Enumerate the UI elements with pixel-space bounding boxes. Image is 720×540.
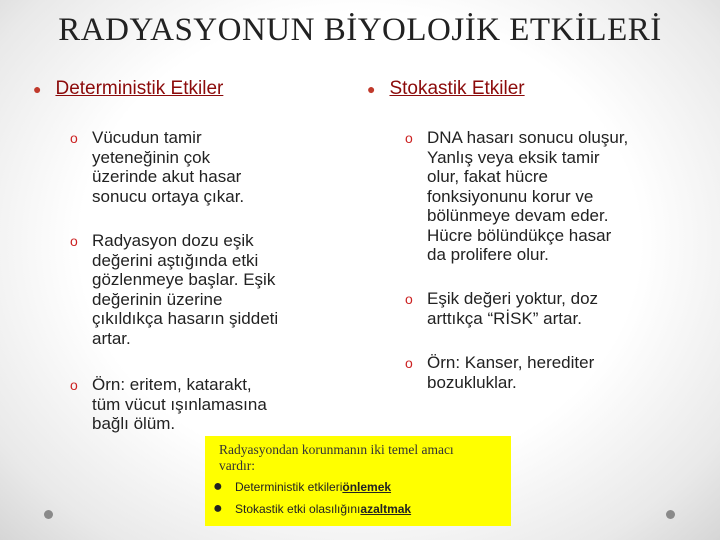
protection-note-box (205, 436, 511, 526)
deterministic-heading (33, 78, 343, 100)
stochastic-item-text: Eşik değeri yoktur, doz arttıkça “RİSK” artar. (427, 289, 599, 328)
bullet-icon: ● (33, 81, 42, 97)
deterministic-item-1 (70, 128, 244, 206)
deterministic-item-text: Radyasyon dozu eşik değerini aştığında etki gözlenmeye başlar. Eşik değerinin üzerine çıkıldıkça hasarın şiddeti artar. (92, 231, 279, 348)
deterministic-item-text: Vücudun tamir yeteneğinin çok üzerinde akut hasar sonucu ortaya çıkar. (92, 128, 245, 206)
deterministic-item-text: Örn: eritem, katarakt, tüm vücut ışınlamasına bağlı ölüm. (92, 375, 267, 433)
stochastic-item-1 (405, 128, 628, 265)
stochastic-item-text: DNA hasarı sonucu oluşur, Yanlış veya eksik tamir olur, fakat hücre fonksiyonunu korur ve bölünmeye devam eder. Hücre bölündükçe hasar da prolifere olur. (427, 128, 629, 264)
note-item-text: Stokastik etki olasılığını (235, 502, 361, 516)
bullet-icon: ● (367, 81, 376, 97)
decorative-dot-icon (44, 510, 53, 519)
circle-bullet-icon: o (70, 130, 78, 146)
stochastic-item-text: Örn: Kanser, herediter bozukluklar. (427, 353, 595, 392)
circle-bullet-icon: o (405, 130, 413, 146)
note-item-2 (213, 500, 503, 518)
deterministic-item-2 (70, 231, 278, 348)
deterministic-heading-label: Deterministik Etkiler (55, 78, 224, 99)
note-item-text: Deterministik etkileri (235, 480, 343, 494)
stochastic-column (367, 78, 697, 100)
slide-title: RADYASYONUN BİYOLOJİK ETKİLERİ (58, 12, 662, 48)
note-item-keyword: azaltmak (360, 502, 412, 516)
stochastic-heading-label: Stokastik Etkiler (389, 78, 525, 99)
circle-bullet-icon: o (405, 355, 413, 371)
deterministic-item-3 (70, 375, 267, 434)
note-lead: Radyasyondan korunmanın iki temel amacı vardır: (219, 442, 454, 473)
circle-bullet-icon: o (70, 377, 78, 393)
circle-bullet-icon: o (405, 291, 413, 307)
decorative-dot-icon (666, 510, 675, 519)
stochastic-heading (367, 78, 697, 100)
circle-bullet-icon: o (70, 233, 78, 249)
note-item-1 (213, 478, 503, 496)
deterministic-column (33, 78, 343, 100)
bullet-icon: ● (213, 500, 223, 517)
stochastic-item-2 (405, 289, 598, 328)
bullet-icon: ● (213, 478, 223, 495)
stochastic-item-3 (405, 353, 594, 392)
note-item-keyword: önlemek (342, 480, 392, 494)
